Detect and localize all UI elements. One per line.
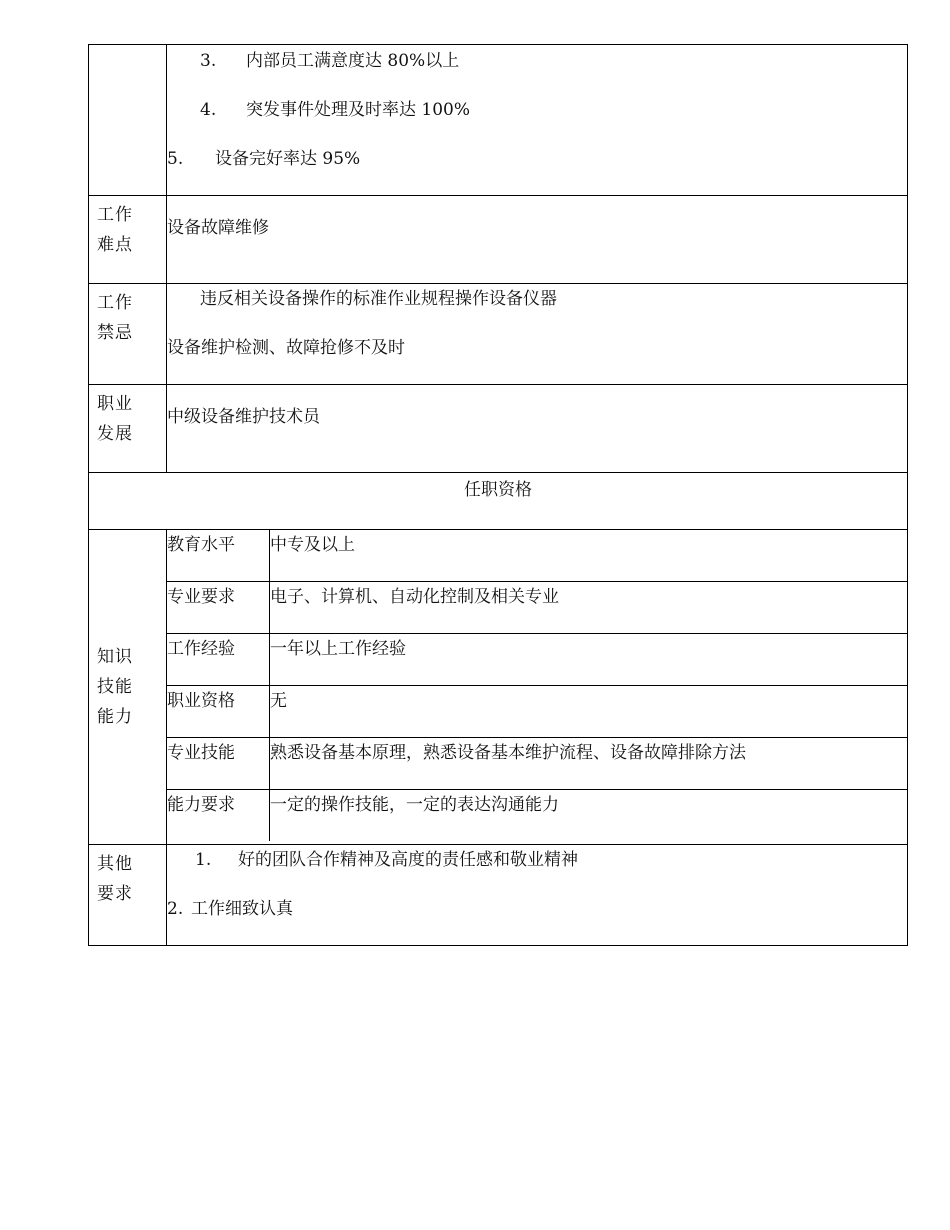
- label-line: 能力: [97, 707, 133, 727]
- other-label: [89, 845, 167, 946]
- kpi-content: [167, 45, 908, 196]
- qualification-key: 专业技能: [167, 738, 270, 790]
- label-line: 难点: [97, 235, 133, 255]
- qualification-item: [167, 738, 907, 790]
- qualification-key: 能力要求: [167, 790, 270, 842]
- job-description-table: [88, 44, 908, 946]
- career-row: [89, 385, 908, 473]
- label-line: 其他: [97, 854, 133, 874]
- qualification-details: [167, 530, 908, 845]
- kpi-item-text: 突发事件处理及时率达 100%: [246, 100, 471, 120]
- qualification-value: 一定的操作技能，一定的表达沟通能力: [270, 795, 559, 815]
- career-content: [167, 385, 908, 473]
- label-line: 工作: [97, 205, 133, 225]
- label-line: 技能: [97, 677, 133, 697]
- other-row: [89, 845, 908, 946]
- qualification-title: 任职资格: [89, 473, 908, 530]
- difficulty-content: [167, 196, 908, 284]
- label-line: 发展: [97, 424, 133, 444]
- qualification-row: [89, 530, 908, 845]
- label-line: 工作: [97, 293, 133, 313]
- kpi-item-text: 内部员工满意度达 80%以上: [246, 51, 460, 71]
- qualification-key: 专业要求: [167, 582, 270, 634]
- qualification-value: 电子、计算机、自动化控制及相关专业: [270, 582, 908, 634]
- kpi-item-3: [167, 45, 907, 95]
- career-text: 中级设备维护技术员: [167, 407, 320, 427]
- difficulty-row: [89, 196, 908, 284]
- qualification-value: 中专及以上: [270, 530, 908, 582]
- taboo-line-1: 违反相关设备操作的标准作业规程操作设备仪器: [200, 289, 557, 309]
- qualification-item: [167, 634, 907, 686]
- label-line: 禁忌: [97, 323, 133, 343]
- qualification-key: 教育水平: [167, 530, 270, 582]
- other-item-number: 1.: [195, 850, 212, 870]
- kpi-item-number: 4.: [200, 100, 217, 120]
- qualification-value: 无: [270, 686, 908, 738]
- kpi-item-4: [167, 95, 907, 144]
- kpi-row: [89, 45, 908, 196]
- taboo-line-2: 设备维护检测、故障抢修不及时: [167, 338, 405, 358]
- kpi-label-cell: [89, 45, 167, 196]
- other-item-1: [167, 845, 907, 894]
- qualification-value: 一年以上工作经验: [270, 634, 908, 686]
- label-line: 职业: [97, 394, 133, 414]
- kpi-item-number: 5.: [167, 149, 184, 169]
- career-label: [89, 385, 167, 473]
- qualification-key: 工作经验: [167, 634, 270, 686]
- label-line: 知识: [97, 647, 133, 667]
- qualification-table: [167, 530, 907, 841]
- qualification-label: [89, 530, 167, 845]
- other-item-2: [167, 894, 907, 943]
- kpi-item-number: 3.: [200, 51, 217, 71]
- taboo-label: [89, 284, 167, 385]
- other-content: [167, 845, 908, 946]
- qualification-item: [167, 686, 907, 738]
- qualification-item: [167, 530, 907, 582]
- other-item-number: 2.: [167, 899, 184, 919]
- kpi-item-5: [167, 144, 907, 193]
- qualification-header-row: [89, 473, 908, 530]
- other-item-text: 工作细致认真: [191, 899, 293, 919]
- qualification-item: [167, 790, 907, 842]
- qualification-value: 熟悉设备基本原理，熟悉设备基本维护流程、设备故障排除方法: [270, 738, 908, 790]
- difficulty-label: [89, 196, 167, 284]
- qualification-item: [167, 582, 907, 634]
- other-item-text: 好的团队合作精神及高度的责任感和敬业精神: [238, 850, 578, 870]
- label-line: 要求: [97, 884, 133, 904]
- taboo-content: [167, 284, 908, 385]
- qualification-key: 职业资格: [167, 686, 270, 738]
- kpi-item-text: 设备完好率达 95%: [215, 149, 361, 169]
- difficulty-text: 设备故障维修: [167, 218, 269, 238]
- taboo-row: [89, 284, 908, 385]
